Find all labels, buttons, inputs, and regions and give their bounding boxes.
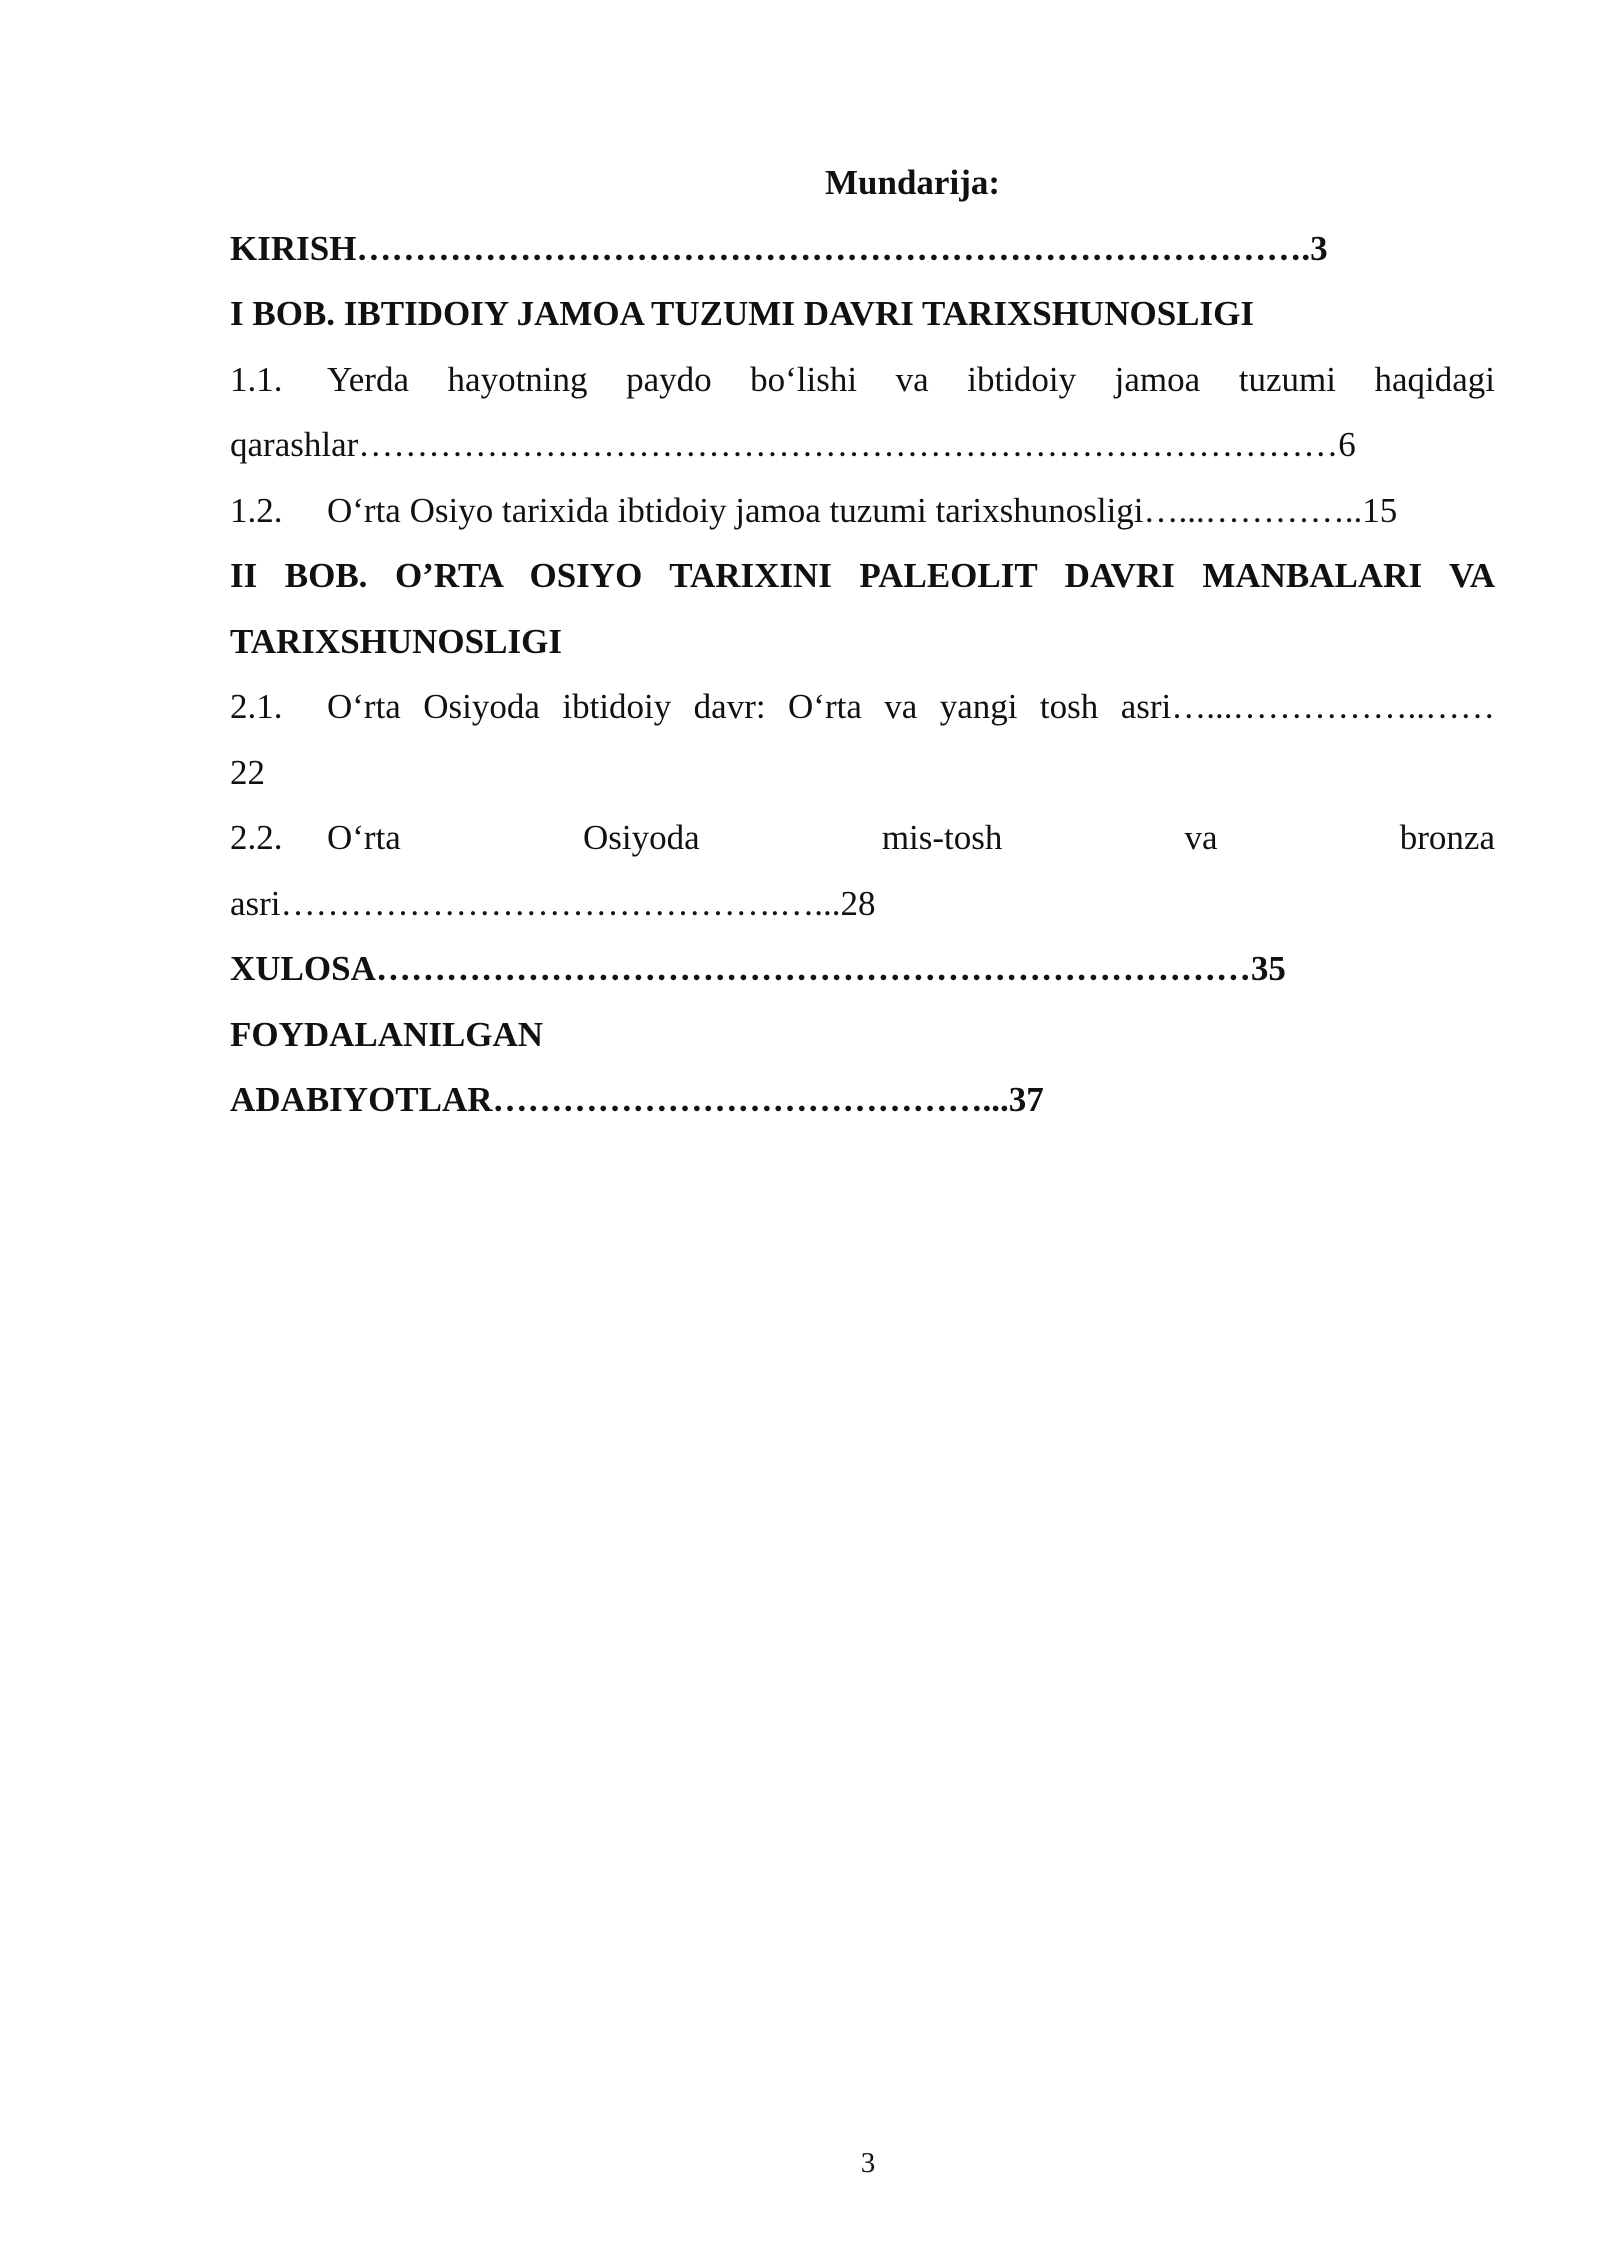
toc-entry-adabiyotlar-cont: ADABIYOTLAR……………………………………...37 bbox=[230, 1080, 1044, 1119]
toc-section-1-1-cont: qarashlar…………………………………………………………………………6 bbox=[230, 425, 1356, 464]
section-title: Yerda hayotning paydo bo‘lishi va ibtidoiy jamoa tuzumi haqidagi bbox=[327, 359, 1495, 399]
toc-entry-kirish: KIRISH……………………………………………………………………….3 bbox=[230, 228, 1328, 268]
section-number: 2.1. bbox=[230, 687, 283, 726]
section-number: 1.1. bbox=[230, 359, 283, 399]
table-of-contents bbox=[230, 150, 1495, 1133]
toc-entry-xulosa: XULOSA…………………………………………………………………35 bbox=[230, 949, 1286, 988]
toc-chapter-1: I BOB. IBTIDOIY JAMOA TUZUMI DAVRI TARIXSHUNOSLIGI bbox=[230, 294, 1254, 333]
toc-section-2-2 bbox=[230, 805, 1495, 871]
toc-chapter-2: II BOB. O’RTA OSIYO TARIXINI PALEOLIT DAVRI MANBALARI VA bbox=[230, 556, 1495, 595]
toc-chapter-2-cont: TARIXSHUNOSLIGI bbox=[230, 621, 562, 661]
toc-section-2-2-cont: asri…………………………………….…...28 bbox=[230, 883, 876, 923]
toc-section-1-2 bbox=[230, 478, 1495, 544]
section-title: O‘rta Osiyo tarixida ibtidoiy jamoa tuzumi tarixshunosligi…...…………..15 bbox=[327, 490, 1398, 530]
toc-section-2-1-page: 22 bbox=[230, 752, 265, 792]
section-number: 2.2. bbox=[230, 818, 283, 857]
page-title: Mundarija: bbox=[825, 163, 1000, 202]
page-number: 3 bbox=[860, 2147, 876, 2179]
toc-entry-adabiyotlar: FOYDALANILGAN bbox=[230, 1014, 544, 1054]
toc-section-1-1 bbox=[230, 347, 1495, 413]
section-title: O‘rta Osiyoda mis-tosh va bronza bbox=[327, 818, 1495, 857]
section-title: O‘rta Osiyoda ibtidoiy davr: O‘rta va yangi tosh asri…...……………..…… bbox=[327, 687, 1495, 726]
section-number: 1.2. bbox=[230, 490, 283, 530]
toc-section-2-1 bbox=[230, 674, 1495, 740]
